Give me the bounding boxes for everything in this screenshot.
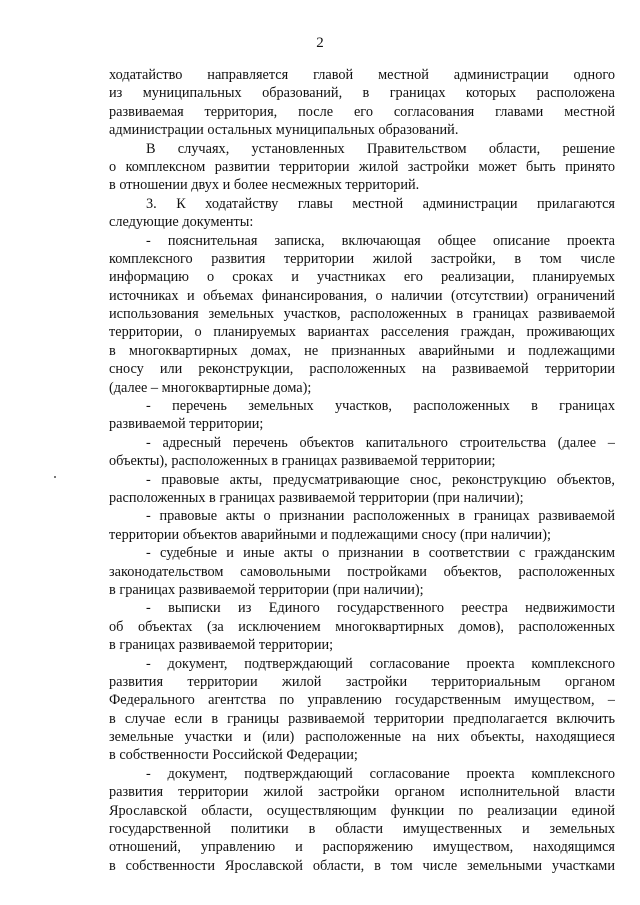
text-line: В случаях, установленных Правительством области, решение [146, 140, 615, 157]
text-line: информацию о сроках и участниках его реализации, планируемых [109, 269, 615, 286]
text-line: в многоквартирных домах, не признанных аварийными и подлежащими [109, 342, 615, 359]
text-line: администрации остальных муниципальных образований. [109, 122, 459, 139]
text-line: - документ, подтверждающий согласование проекта комплексного [146, 765, 615, 782]
text-line: государственной политики в области имущественных и земельных [109, 821, 615, 838]
text-line: в собственности Российской Федерации; [109, 747, 358, 764]
text-line: территории, о планируемых вариантах расселения граждан, проживающих [109, 324, 615, 341]
text-line: развиваемая территория, после его согласования главами местной [109, 103, 615, 120]
text-line: в отношении двух и более несмежных территорий. [109, 177, 420, 194]
text-line: Ярославской области, осуществляющим функции по реализации единой [109, 802, 615, 819]
text-line: использования земельных участков, расположенных в границах развиваемой [109, 306, 615, 323]
text-line: - пояснительная записка, включающая общее описание проекта [146, 232, 615, 249]
text-line: в собственности Ярославской области, в том числе земельными участками [109, 857, 615, 874]
document-body [109, 66, 615, 875]
text-line: из муниципальных образований, в границах которых расположена [109, 85, 615, 102]
text-line: - правовые акты о признании расположенных в границах развиваемой [146, 508, 615, 525]
text-line: комплексного развития территории жилой застройки, в том числе [109, 250, 615, 267]
text-line: следующие документы: [109, 214, 254, 231]
text-line: отношений, управлению и распоряжению имуществом, находящимся [109, 839, 615, 856]
margin-mark [54, 476, 56, 478]
text-line: об объектах (за исключением многоквартирных домов), расположенных [109, 618, 615, 635]
text-line: ходатайство направляется главой местной администрации одного [109, 67, 615, 83]
text-line: развиваемой территории; [109, 416, 264, 433]
text-line: - перечень земельных участков, расположенных в границах [146, 398, 615, 415]
text-line: объекты), расположенных в границах развиваемой территории; [109, 453, 496, 470]
text-line: источниках и объемах финансирования, о наличии (отсутствии) ограничений [109, 287, 615, 304]
text-line: - выписки из Единого государственного реестра недвижимости [146, 600, 615, 617]
text-line: в границах развиваемой территории; [109, 637, 334, 654]
page-number: 2 [316, 35, 324, 51]
text-line: развития территории жилой застройки территориальным органом [109, 673, 615, 690]
text-line: земельные участки и (или) расположенные на них объекты, находящиеся [109, 729, 615, 746]
text-line: - правовые акты, предусматривающие снос, реконструкцию объектов, [146, 471, 615, 488]
text-line: о комплексном развитии территории жилой застройки может быть принято [109, 158, 615, 175]
text-line: в границах развиваемой территории (при наличии); [109, 581, 424, 598]
text-line: законодательством самовольными постройками объектов, расположенных [109, 563, 615, 580]
text-line: - судебные и иные акты о признании в соответствии с гражданским [146, 545, 615, 562]
text-line: (далее – многоквартирные дома); [109, 379, 312, 396]
text-line: расположенных в границах развиваемой территории (при наличии); [109, 489, 524, 506]
text-line: - документ, подтверждающий согласование проекта комплексного [146, 655, 615, 672]
text-line: развития территории жилой застройки органом исполнительной власти [109, 784, 615, 801]
text-line: сносу или реконструкции, расположенных на развиваемой территории [109, 361, 615, 378]
text-line: 3. К ходатайству главы местной администрации прилагаются [146, 195, 615, 212]
text-line: территории объектов аварийными и подлежащими сносу (при наличии); [109, 526, 551, 543]
text-line: - адресный перечень объектов капитального строительства (далее – [146, 434, 615, 451]
text-line: в случае если в границы развиваемой территории предполагается включить [109, 710, 615, 727]
text-line: Федерального агентства по управлению государственным имуществом, – [109, 692, 615, 709]
